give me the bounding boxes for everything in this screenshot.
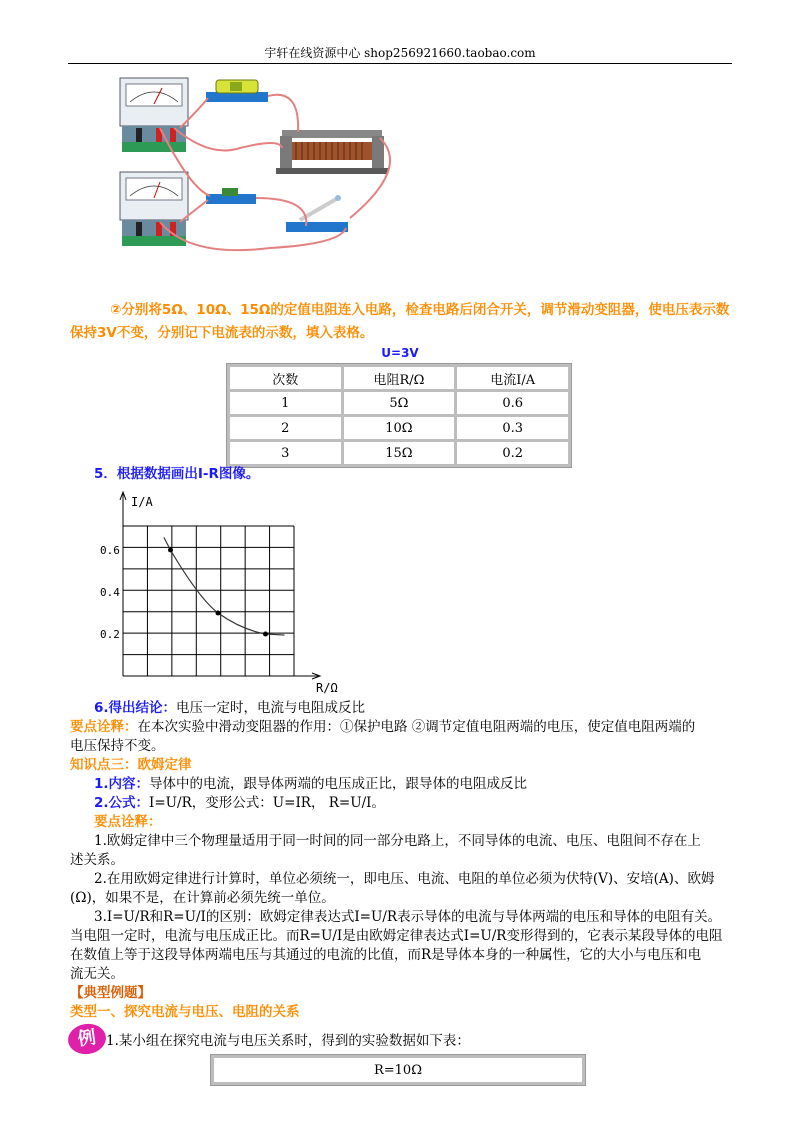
x-axis-label: R/Ω: [316, 681, 338, 695]
step6-text: 电压一定时，电流与电阻成反比: [176, 700, 366, 716]
note2-label: 要点诠释：: [94, 814, 162, 830]
table-header-row: [230, 367, 568, 389]
content-line: [94, 775, 527, 794]
step2-line1: ②分别将5Ω、10Ω、15Ω的定值电阻连入电路，检查电路后闭合开关，调节滑动变阻器，使电压表示数: [110, 302, 730, 318]
step2-line2: 保持3V不变，分别记下电流表的示数，填入表格。: [70, 325, 374, 341]
y-axis-label: I/A: [131, 495, 153, 509]
formula-label: 2.公式：: [94, 795, 150, 811]
table-row: [230, 442, 568, 464]
point2-line2: (Ω)，如果不是，在计算前必须先统一单位。: [70, 890, 335, 906]
i-r-curve: [164, 537, 285, 635]
battery-icon: [206, 80, 268, 102]
formula-text: I=U/R，变形公式：U=IR， R=U/I。: [149, 795, 385, 811]
table-cell: 5Ω: [344, 392, 455, 414]
point3-line2: 当电阻一定时，电流与电压成正比。而R=U/I是由欧姆定律表达式I=U/R变形得到的，它表示某段导体的电阻: [70, 928, 723, 944]
step5-title: 5．根据数据画出I-R图像。: [94, 466, 260, 482]
switch-icon: [286, 195, 348, 232]
table-cell: 15Ω: [344, 442, 455, 464]
table-cell: 3: [230, 442, 341, 464]
table2-caption: R=10Ω: [214, 1058, 582, 1082]
point1-line2: 述关系。: [70, 852, 124, 868]
point3-line4: 流无关。: [70, 966, 124, 982]
data-point: [263, 632, 268, 637]
circuit-illustration: [110, 68, 410, 268]
note1-text: 在本次实验中滑动变阻器的作用：①保护电路 ②调节定值电阻两端的电压，使定值电阻两端的: [137, 719, 696, 735]
note1-line2: 电压保持不变。: [70, 738, 165, 754]
y-tick-label: 0.4: [100, 586, 120, 599]
table-header-cell: 次数: [230, 367, 341, 389]
point3-line3: 在数值上等于这段导体两端电压与其通过的电流的比值，而R是导体本身的一种属性，它的大小与电压和电: [70, 947, 702, 963]
step6-conclusion: [94, 699, 365, 718]
data-table-2: [210, 1054, 586, 1086]
examples-title: 【典型例题】: [70, 985, 151, 1001]
content-label: 1.内容：: [94, 776, 150, 792]
table-cell: 0.3: [457, 417, 568, 439]
formula-line: [94, 794, 385, 813]
header-divider: [68, 63, 732, 64]
data-point: [168, 548, 173, 553]
point1-line1: 1.欧姆定律中三个物理量适用于同一时间的同一部分电路上，不同导体的电流、电压、电阻间不存在上: [94, 833, 701, 849]
ammeter-icon: [120, 78, 188, 152]
page-header: 宇轩在线资源中心 shop256921660.taobao.com: [264, 46, 536, 60]
example-badge-icon: 例: [66, 1022, 108, 1057]
table-cell: 0.2: [457, 442, 568, 464]
note1-line1: [70, 718, 695, 737]
data-point: [216, 611, 221, 616]
step6-label: 6.得出结论：: [94, 700, 177, 716]
table-row: [230, 392, 568, 414]
type1-title: 类型一、探究电流与电压、电阻的关系: [70, 1004, 300, 1020]
table-cell: 0.6: [457, 392, 568, 414]
voltmeter-icon: [120, 172, 188, 246]
kp3-title: 知识点三：欧姆定律: [70, 757, 192, 773]
y-tick-label: 0.2: [100, 628, 120, 641]
table-header-cell: 电阻R/Ω: [344, 367, 455, 389]
note1-label: 要点诠释：: [70, 719, 138, 735]
table-cell: 2: [230, 417, 341, 439]
table-header-cell: 电流I/A: [457, 367, 568, 389]
table-cell: 10Ω: [344, 417, 455, 439]
data-table-1: [226, 363, 572, 468]
table-row: [230, 417, 568, 439]
y-tick-label: 0.6: [100, 544, 120, 557]
content-text: 导体中的电流，跟导体两端的电压成正比，跟导体的电阻成反比: [149, 776, 528, 792]
table1-caption: U=3V: [381, 346, 419, 360]
point3-line1: 3.I=U/R和R=U/I的区别：欧姆定律表达式I=U/R表示导体的电流与导体两端的电压和导体的电阻有关。: [94, 909, 722, 925]
point2-line1: 2.在用欧姆定律进行计算时，单位必须统一，即电压、电流、电阻的单位必须为伏特(V)、安培(A)、欧姆: [94, 871, 715, 887]
i-r-graph: [90, 486, 350, 698]
table-cell: 1: [230, 392, 341, 414]
example-question: 1.某小组在探究电流与电压关系时，得到的实验数据如下表：: [106, 1033, 470, 1049]
rheostat-icon: [276, 130, 388, 174]
resistor-icon: [206, 188, 256, 204]
